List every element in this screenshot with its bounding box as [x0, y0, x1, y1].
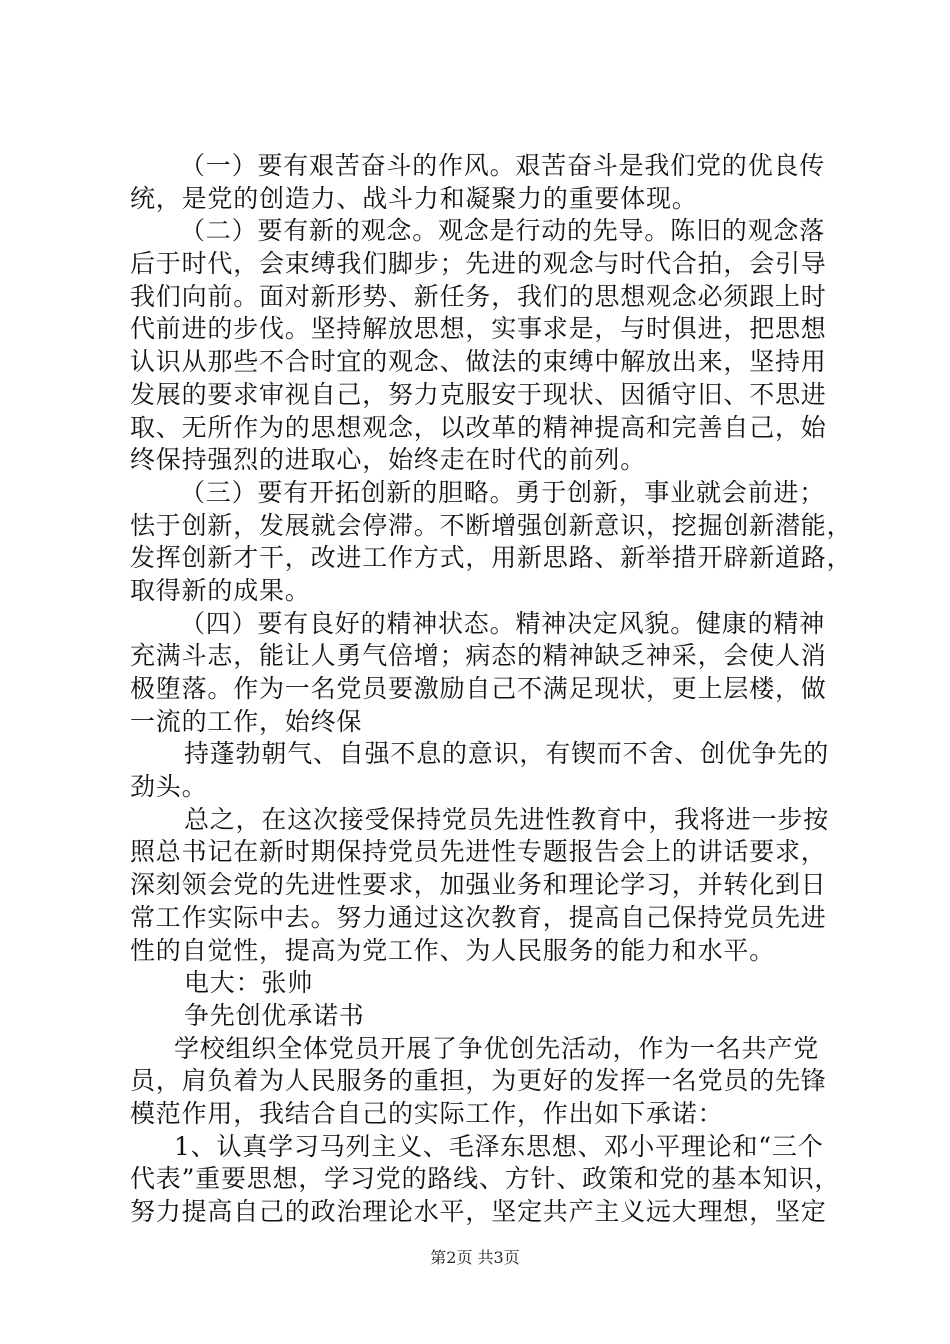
paragraph-2-line-8: 终保持强烈的进取心，始终走在时代的前列。 [130, 445, 647, 475]
paragraph-4-line-3: 极堕落。作为一名党员要激励自己不满足现状，更上层楼，做 [130, 674, 827, 703]
paragraph-6-line-1: 总之，在这次接受保持党员先进性教育中，我将进一步按 [184, 804, 830, 834]
paragraph-2-line-3: 我们向前。面对新形势、新任务，我们的思想观念必须跟上时 [130, 281, 827, 311]
paragraph-2-line-4: 代前进的步伐。坚持解放思想，实事求是，与时俱进，把思想 [130, 314, 827, 344]
paragraph-6-line-5: 性的自觉性，提高为党工作、为人民服务的能力和水平。 [130, 935, 776, 965]
paragraph-2-line-1: （二）要有新的观念。观念是行动的先导。陈旧的观念落 [180, 216, 826, 246]
paragraph-3-line-2: 怯于创新，发展就会停滞。不断增强创新意识，挖掘创新潜能， [130, 510, 853, 540]
paragraph-4-line-2: 充满斗志，能让人勇气倍增；病态的精神缺乏神采，会使人消 [130, 641, 827, 671]
document-body [130, 150, 853, 1229]
signature-line: 电大：张帅 [184, 968, 314, 998]
paragraph-4-line-1: （四）要有良好的精神状态。精神决定风貌。健康的精神 [180, 608, 826, 638]
paragraph-3-line-4: 取得新的成果。 [130, 575, 311, 605]
section-title: 争先创优承诺书 [184, 1000, 365, 1030]
paragraph-8-line-2: 代表”重要思想，学习党的路线、方针、政策和党的基本知识， [130, 1164, 841, 1194]
paragraph-3-line-3: 发挥创新才干，改进工作方式，用新思路、新举措开辟新道路， [130, 543, 853, 573]
paragraph-7-line-3: 模范作用，我结合自己的实际工作，作出如下承诺： [130, 1098, 724, 1128]
paragraph-3-line-1: （三）要有开拓创新的胆略。勇于创新，事业就会前进； [180, 477, 826, 507]
paragraph-2-line-2: 后于时代，会束缚我们脚步；先进的观念与时代合拍，会引导 [130, 249, 827, 279]
paragraph-6-line-3: 深刻领会党的先进性要求，加强业务和理论学习，并转化到日 [130, 870, 827, 900]
paragraph-4-line-4: 一流的工作，始终保 [130, 706, 363, 736]
paragraph-1-line-2: 统，是党的创造力、战斗力和凝聚力的重要体现。 [130, 183, 698, 213]
paragraph-1-line-1: （一）要有艰苦奋斗的作风。艰苦奋斗是我们党的优良传 [180, 151, 826, 180]
paragraph-7-line-1: 学校组织全体党员开展了争优创先活动，作为一名共产党 [174, 1033, 820, 1063]
paragraph-2-line-5: 认识从那些不合时宜的观念、做法的束缚中解放出来，坚持用 [130, 347, 827, 377]
paragraph-5-line-2: 劲头。 [130, 772, 208, 802]
paragraph-8-line-1: 1、认真学习马列主义、毛泽东思想、邓小平理论和“三个 [174, 1131, 824, 1161]
paragraph-6-line-4: 常工作实际中去。努力通过这次教育，提高自己保持党员先进 [130, 902, 827, 932]
paragraph-5-line-1: 持蓬勃朝气、自强不息的意识，有锲而不舍、创优争先的 [184, 739, 830, 769]
paragraph-2-line-6: 发展的要求审视自己，努力克服安于现状、因循守旧、不思进 [130, 379, 827, 409]
page-number-footer: 第2页 共3页 [430, 1248, 520, 1267]
paragraph-2-line-7: 取、无所作为的思想观念，以改革的精神提高和完善自己，始 [130, 412, 827, 442]
paragraph-8-line-3: 努力提高自己的政治理论水平，坚定共产主义远大理想，坚定 [130, 1197, 827, 1226]
paragraph-7-line-2: 员，肩负着为人民服务的重担，为更好的发挥一名党员的先锋 [130, 1066, 827, 1096]
paragraph-6-line-2: 照总书记在新时期保持党员先进性专题报告会上的讲话要求， [130, 837, 827, 867]
